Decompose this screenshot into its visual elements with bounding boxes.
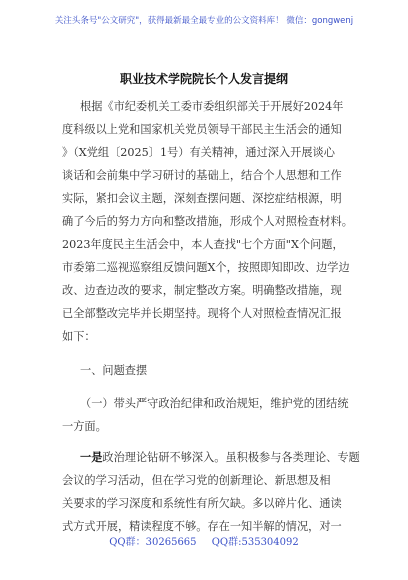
- paragraph-line: 会议的学习活动，但在学习党的创新理论、新思想及相: [62, 474, 331, 487]
- footer-qq-group-2: QQ群:535304092: [211, 537, 299, 548]
- paragraph-line: 确了今后的努力方向和整改措施，形成个人对照检查材料。: [62, 215, 353, 228]
- document-title: 职业技术学院院长个人发言提纲: [119, 72, 288, 86]
- section-heading: 一、问题查摆: [80, 364, 148, 377]
- paragraph-line: 》（X党组〔2025〕1号）有关精神，通过深入开展谈心: [62, 146, 335, 159]
- item-first-line: [80, 447, 360, 468]
- paragraph-line: 根据《市纪委机关工委市委组织部关于开展好2024年: [80, 100, 344, 113]
- subsection-heading-line: （一）带头严守政治纪律和政治规矩，维护党的团结统: [80, 397, 349, 410]
- paragraph-line: 度科级以上党和国家机关党员领导干部民主生活会的通知: [62, 123, 342, 136]
- footer-qq-group-1: QQ群：30265665: [109, 537, 197, 548]
- item-text: 政治理论钻研不够深入。虽积极参与各类理论、专题: [102, 451, 360, 464]
- paragraph-line: 市委第二巡视巡察组反馈问题X个，按照即知即改、边学边: [62, 261, 350, 274]
- paragraph-line: 式方式开展，精读程度不够。存在一知半解的情况，对一: [62, 520, 342, 533]
- header-banner: 关注头条号"公文研究"，获得最新最全最专业的公文资料库！ 微信：gongwenj: [54, 16, 354, 26]
- footer: [0, 535, 408, 551]
- paragraph-line: 实际，紧扣会议主题，深刻查摆问题、深挖症结根源，明: [62, 192, 342, 205]
- subsection-heading-line: 一方面。: [62, 420, 107, 433]
- paragraph-line: 2023年度民主生活会中，本人查找"七个方面"X个问题，: [62, 238, 344, 251]
- paragraph-line: 关要求的学习深度和系统性有所欠缺。多以碎片化、通读: [62, 497, 342, 510]
- item-lead: 一是: [80, 450, 103, 464]
- paragraph-line: 改、边查边改的要求，制定整改方案。明确整改措施，现: [62, 284, 342, 297]
- paragraph-line: 谈话和会前集中学习研讨的基础上，结合个人思想和工作: [62, 169, 342, 182]
- paragraph-line: 如下：: [62, 330, 96, 343]
- paragraph-line: 已全部整改完毕并长期坚持。现将个人对照检查情况汇报: [62, 307, 342, 320]
